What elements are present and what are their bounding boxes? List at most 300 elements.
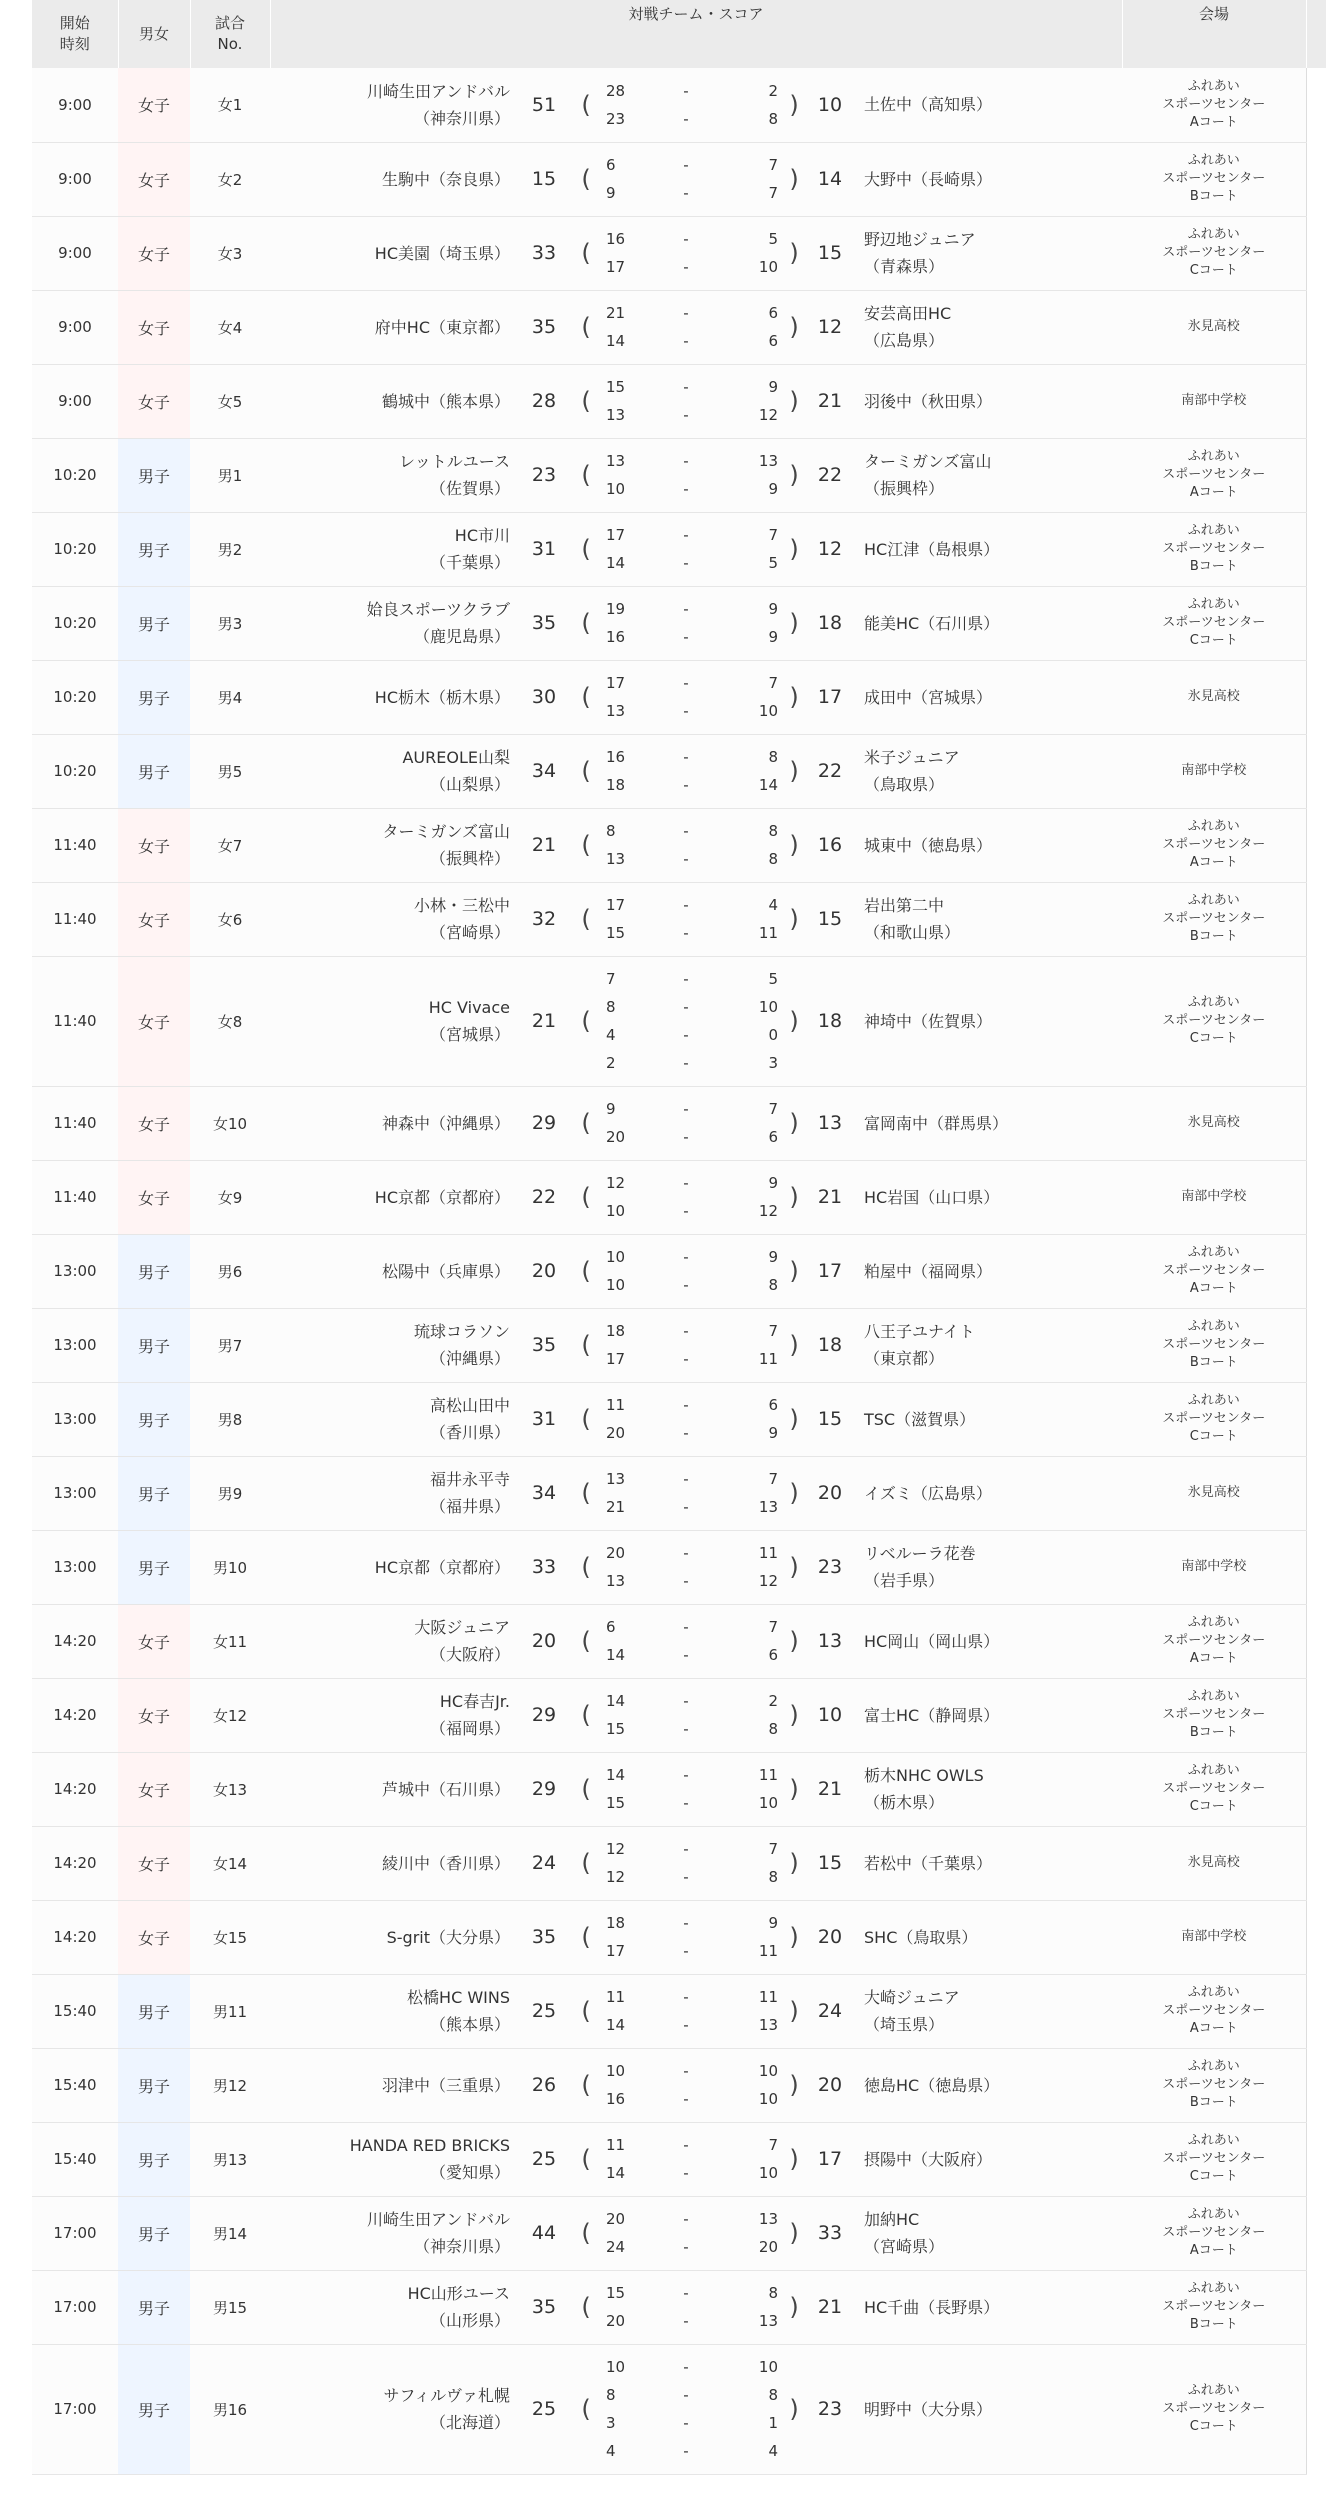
home-set-score: 7 <box>606 970 616 988</box>
home-team-line: 神森中（沖縄県） <box>381 1113 510 1133</box>
venue-cell <box>1122 1234 1306 1308</box>
home-set-score: 16 <box>606 628 626 646</box>
away-set-score: 9 <box>768 1914 778 1932</box>
home-team-line: 高松山田中 <box>429 1396 510 1415</box>
away-team <box>850 808 1122 882</box>
away-set-scores <box>714 2270 778 2344</box>
home-team <box>270 1604 522 1678</box>
away-set-score: 6 <box>768 1396 778 1414</box>
away-set-score: 7 <box>768 1322 778 1340</box>
set-dash: - <box>683 2386 689 2404</box>
venue-line: 氷見高校 <box>1187 1855 1240 1870</box>
home-total-score: 26 <box>522 2048 566 2122</box>
away-set-score: 1 <box>768 2414 778 2432</box>
home-team-line: （神奈川県） <box>413 108 510 128</box>
left-paren: ( <box>566 1308 606 1382</box>
left-paren: ( <box>566 142 606 216</box>
venue-line: Cコート <box>1189 1799 1238 1814</box>
left-paren: ( <box>566 1382 606 1456</box>
venue-line: 氷見高校 <box>1187 689 1240 704</box>
venue-cell <box>1122 1974 1306 2048</box>
away-team-line: 羽後中（秋田県） <box>864 391 993 411</box>
home-set-score: 11 <box>606 2136 626 2154</box>
set-dashes <box>658 1530 714 1604</box>
table-row <box>32 364 1326 438</box>
set-dash: - <box>683 1988 689 2006</box>
home-set-scores <box>606 1530 658 1604</box>
home-team-line: HC Vivace <box>428 998 510 1017</box>
home-set-scores <box>606 660 658 734</box>
home-set-scores <box>606 1974 658 2048</box>
right-paren: ) <box>778 68 810 142</box>
away-total-score: 12 <box>810 512 850 586</box>
venue-line: ふれあい <box>1187 2383 1240 2398</box>
home-set-score: 6 <box>606 1618 616 1636</box>
right-paren: ) <box>778 2344 810 2474</box>
left-paren: ( <box>566 882 606 956</box>
home-set-scores <box>606 1234 658 1308</box>
home-set-score: 3 <box>606 2414 616 2432</box>
away-team-line: TSC（滋賀県） <box>864 1409 976 1429</box>
start-time: 13:00 <box>32 1308 118 1382</box>
left-paren: ( <box>566 1086 606 1160</box>
match-number: 女9 <box>190 1160 270 1234</box>
start-time: 13:00 <box>32 1530 118 1604</box>
away-set-score: 10 <box>758 2090 778 2108</box>
away-set-score: 13 <box>758 452 778 470</box>
venue-cell <box>1122 2122 1306 2196</box>
header-teams-score <box>270 0 1122 68</box>
set-dashes <box>658 2270 714 2344</box>
right-paren: ) <box>778 290 810 364</box>
venue-line: スポーツセンター <box>1162 615 1266 630</box>
venue-line: ふれあい <box>1187 153 1240 168</box>
away-set-scores <box>714 808 778 882</box>
gender-cell: 女子 <box>118 68 190 142</box>
away-set-scores <box>714 1234 778 1308</box>
home-team-line: （福岡県） <box>429 1719 510 1738</box>
home-total-score: 35 <box>522 586 566 660</box>
away-team-line: （宮崎県） <box>864 2237 945 2256</box>
right-paren: ) <box>778 2196 810 2270</box>
right-paren: ) <box>778 1678 810 1752</box>
venue-line: スポーツセンター <box>1162 2003 1266 2018</box>
set-dash: - <box>683 81 689 100</box>
home-set-scores <box>606 956 658 1086</box>
away-team <box>850 1086 1122 1160</box>
set-dashes <box>658 1234 714 1308</box>
start-time: 9:00 <box>32 364 118 438</box>
away-team <box>850 2196 1122 2270</box>
home-set-score: 10 <box>606 1248 626 1266</box>
venue-line: ふれあい <box>1187 1985 1240 2000</box>
home-set-scores <box>606 1308 658 1382</box>
home-team <box>270 1234 522 1308</box>
venue-line: ふれあい <box>1187 449 1240 464</box>
set-dashes <box>658 1086 714 1160</box>
away-team-line: 神埼中（佐賀県） <box>864 1011 993 1031</box>
match-number: 男16 <box>190 2344 270 2474</box>
match-number: 男7 <box>190 1308 270 1382</box>
gender-cell: 男子 <box>118 1974 190 2048</box>
away-team-line: 安芸高田HC <box>864 304 952 323</box>
table-row <box>32 1974 1326 2048</box>
set-dash: - <box>683 1572 689 1590</box>
home-total-score: 30 <box>522 660 566 734</box>
home-team <box>270 660 522 734</box>
away-set-scores <box>714 1826 778 1900</box>
table-row <box>32 1604 1326 1678</box>
home-team-line: （振興枠） <box>429 849 510 868</box>
home-set-score: 15 <box>606 1720 626 1738</box>
right-paren: ) <box>778 1826 810 1900</box>
header-venue <box>1122 0 1306 68</box>
home-set-scores <box>606 438 658 512</box>
venue-line: ふれあい <box>1187 597 1240 612</box>
away-set-score: 10 <box>758 1794 778 1812</box>
gender-cell: 女子 <box>118 1826 190 1900</box>
away-set-scores <box>714 68 778 142</box>
venue-line: スポーツセンター <box>1162 245 1266 260</box>
away-set-scores <box>714 734 778 808</box>
away-team <box>850 956 1122 1086</box>
venue-line: ふれあい <box>1187 1393 1240 1408</box>
away-total-score: 18 <box>810 956 850 1086</box>
left-paren: ( <box>566 364 606 438</box>
away-set-scores <box>714 1530 778 1604</box>
home-team <box>270 290 522 364</box>
venue-cell <box>1122 216 1306 290</box>
away-set-score: 13 <box>758 2016 778 2034</box>
right-paren: ) <box>778 1752 810 1826</box>
venue-line: ふれあい <box>1187 1245 1240 1260</box>
home-total-score: 32 <box>522 882 566 956</box>
venue-line: Bコート <box>1189 1355 1238 1370</box>
set-dashes <box>658 1456 714 1530</box>
away-team-line: HC岡山（岡山県） <box>864 1631 1000 1651</box>
away-set-score: 20 <box>758 2238 778 2256</box>
away-set-score: 9 <box>768 600 778 618</box>
away-total-score: 15 <box>810 1382 850 1456</box>
home-team-line: HC京都（京都府） <box>374 1187 510 1207</box>
set-dashes <box>658 68 714 142</box>
home-team-line: （香川県） <box>429 1423 510 1442</box>
table-header <box>32 0 1326 68</box>
set-dashes <box>658 1678 714 1752</box>
table-row <box>32 512 1326 586</box>
set-dash: - <box>683 1720 689 1738</box>
gender-cell: 男子 <box>118 2270 190 2344</box>
home-team-line: HC美園（埼玉県） <box>374 243 510 263</box>
set-dash: - <box>683 1692 689 1710</box>
start-time: 10:20 <box>32 512 118 586</box>
set-dashes <box>658 882 714 956</box>
away-team-line: 大野中（長崎県） <box>864 169 993 189</box>
home-set-scores <box>606 1086 658 1160</box>
home-team <box>270 438 522 512</box>
match-number: 女8 <box>190 956 270 1086</box>
away-team <box>850 2344 1122 2474</box>
venue-line: Bコート <box>1189 929 1238 944</box>
gender-cell: 女子 <box>118 1900 190 1974</box>
away-set-score: 10 <box>758 2164 778 2182</box>
home-set-scores <box>606 290 658 364</box>
set-dash: - <box>683 2210 689 2228</box>
venue-line: Bコート <box>1189 2095 1238 2110</box>
set-dash: - <box>683 998 689 1016</box>
set-dash: - <box>683 1128 689 1146</box>
gender-cell: 女子 <box>118 1604 190 1678</box>
gender-cell: 男子 <box>118 1382 190 1456</box>
row-edge <box>1306 956 1326 1086</box>
table-row <box>32 290 1326 364</box>
schedule-results-table <box>32 0 1326 2475</box>
home-set-scores <box>606 734 658 808</box>
away-team <box>850 290 1122 364</box>
set-dashes <box>658 660 714 734</box>
set-dash: - <box>683 1248 689 1266</box>
home-team <box>270 586 522 660</box>
venue-cell <box>1122 2344 1306 2474</box>
set-dash: - <box>683 2358 689 2376</box>
row-edge <box>1306 438 1326 512</box>
start-time: 17:00 <box>32 2270 118 2344</box>
home-team <box>270 882 522 956</box>
set-dash: - <box>683 1766 689 1784</box>
home-total-score: 35 <box>522 2270 566 2344</box>
gender-cell: 女子 <box>118 290 190 364</box>
home-team <box>270 1752 522 1826</box>
away-set-scores <box>714 1456 778 1530</box>
start-time: 11:40 <box>32 1160 118 1234</box>
home-team <box>270 1900 522 1974</box>
venue-line: ふれあい <box>1187 1763 1240 1778</box>
start-time: 10:20 <box>32 734 118 808</box>
row-edge <box>1306 1752 1326 1826</box>
start-time: 17:00 <box>32 2196 118 2270</box>
home-team-line: 川崎生田アンドバル <box>366 2210 510 2229</box>
home-set-score: 9 <box>606 184 616 202</box>
home-set-score: 17 <box>606 896 626 914</box>
venue-line: Aコート <box>1189 1651 1238 1666</box>
match-number: 男5 <box>190 734 270 808</box>
away-team <box>850 1752 1122 1826</box>
venue-line: Cコート <box>1189 1031 1238 1046</box>
away-set-score: 10 <box>758 258 778 276</box>
home-set-score: 17 <box>606 1942 626 1960</box>
home-set-scores <box>606 1160 658 1234</box>
home-team-line: HC春吉Jr. <box>439 1692 510 1711</box>
home-team <box>270 1308 522 1382</box>
venue-cell <box>1122 1678 1306 1752</box>
home-set-score: 14 <box>606 2016 626 2034</box>
away-set-score: 0 <box>768 1026 778 1044</box>
home-set-score: 20 <box>606 1128 626 1146</box>
table-row <box>32 1160 1326 1234</box>
left-paren: ( <box>566 1974 606 2048</box>
venue-cell <box>1122 512 1306 586</box>
table-row <box>32 142 1326 216</box>
away-set-scores <box>714 660 778 734</box>
away-set-score: 10 <box>758 2358 778 2376</box>
away-set-score: 8 <box>768 822 778 840</box>
home-set-score: 2 <box>606 1054 616 1072</box>
set-dash: - <box>683 850 689 868</box>
set-dashes <box>658 1826 714 1900</box>
home-set-scores <box>606 2048 658 2122</box>
home-set-score: 13 <box>606 1470 626 1488</box>
away-set-score: 14 <box>758 776 778 794</box>
match-number: 女15 <box>190 1900 270 1974</box>
venue-line: Aコート <box>1189 855 1238 870</box>
start-time: 9:00 <box>32 68 118 142</box>
set-dash: - <box>683 1868 689 1886</box>
row-edge <box>1306 2270 1326 2344</box>
home-total-score: 25 <box>522 2344 566 2474</box>
set-dashes <box>658 512 714 586</box>
set-dash: - <box>683 1544 689 1562</box>
venue-line: 南部中学校 <box>1181 1559 1247 1574</box>
venue-line: スポーツセンター <box>1162 1411 1266 1426</box>
set-dashes <box>658 2048 714 2122</box>
home-total-score: 33 <box>522 216 566 290</box>
venue-cell <box>1122 438 1306 512</box>
home-team-line: 鶴城中（熊本県） <box>381 391 510 411</box>
table-row <box>32 660 1326 734</box>
set-dash: - <box>683 628 689 646</box>
gender-cell: 男子 <box>118 2122 190 2196</box>
away-set-score: 11 <box>758 924 778 942</box>
row-edge <box>1306 216 1326 290</box>
venue-line: スポーツセンター <box>1162 837 1266 852</box>
venue-line: ふれあい <box>1187 78 1240 94</box>
away-set-score: 8 <box>768 850 778 868</box>
away-set-score: 11 <box>758 1350 778 1368</box>
away-team-line: 栃木NHC OWLS <box>864 1766 984 1785</box>
venue-cell <box>1122 290 1306 364</box>
venue-line: Bコート <box>1189 189 1238 204</box>
home-set-score: 13 <box>606 850 626 868</box>
away-set-score: 8 <box>768 1868 778 1886</box>
venue-line: 氷見高校 <box>1187 1485 1240 1500</box>
set-dashes <box>658 808 714 882</box>
start-time: 11:40 <box>32 808 118 882</box>
away-team-line: （鳥取県） <box>864 775 945 794</box>
home-team-line: （千葉県） <box>429 553 510 572</box>
home-set-score: 20 <box>606 2312 626 2330</box>
right-paren: ) <box>778 1974 810 2048</box>
header-match-no-line1: 試合 <box>214 14 245 32</box>
header-match-no-line2: No. <box>217 35 243 53</box>
start-time: 13:00 <box>32 1382 118 1456</box>
row-edge <box>1306 1974 1326 2048</box>
home-team-line: （福井県） <box>429 1497 510 1516</box>
row-edge <box>1306 512 1326 586</box>
home-team <box>270 808 522 882</box>
home-team <box>270 1382 522 1456</box>
home-team <box>270 1456 522 1530</box>
away-total-score: 22 <box>810 438 850 512</box>
away-total-score: 10 <box>810 1678 850 1752</box>
away-team <box>850 1530 1122 1604</box>
away-total-score: 23 <box>810 2344 850 2474</box>
left-paren: ( <box>566 1678 606 1752</box>
table-body <box>32 68 1326 2474</box>
home-team <box>270 1826 522 1900</box>
venue-cell <box>1122 1382 1306 1456</box>
venue-cell <box>1122 1900 1306 1974</box>
header-venue-label: 会場 <box>1199 5 1230 23</box>
home-total-score: 35 <box>522 1308 566 1382</box>
gender-cell: 男子 <box>118 1308 190 1382</box>
away-set-score: 12 <box>758 1572 778 1590</box>
venue-line: スポーツセンター <box>1162 1707 1266 1722</box>
table-row <box>32 1086 1326 1160</box>
home-set-score: 10 <box>606 1276 626 1294</box>
header-start-time-line1: 開始 <box>59 14 90 32</box>
away-total-score: 20 <box>810 1456 850 1530</box>
away-set-scores <box>714 2344 778 2474</box>
set-dash: - <box>683 2284 689 2302</box>
set-dashes <box>658 586 714 660</box>
away-team-line: 明野中（大分県） <box>864 2399 993 2419</box>
venue-cell <box>1122 2270 1306 2344</box>
home-set-score: 10 <box>606 2062 626 2080</box>
home-set-score: 15 <box>606 378 626 396</box>
away-set-scores <box>714 1086 778 1160</box>
home-team-line: ターミガンズ富山 <box>382 822 510 841</box>
venue-cell <box>1122 2196 1306 2270</box>
table-row <box>32 2048 1326 2122</box>
home-team-line: （北海道） <box>429 2413 510 2432</box>
away-set-score: 9 <box>768 480 778 498</box>
home-set-score: 11 <box>606 1988 626 2006</box>
away-team <box>850 1678 1122 1752</box>
match-number: 女14 <box>190 1826 270 1900</box>
home-team-line: （佐賀県） <box>429 479 510 498</box>
gender-cell: 男子 <box>118 2048 190 2122</box>
set-dash: - <box>683 1840 689 1858</box>
home-team-line: 琉球コラソン <box>413 1322 510 1341</box>
home-set-scores <box>606 1382 658 1456</box>
home-set-score: 10 <box>606 2358 626 2376</box>
venue-line: Cコート <box>1189 2419 1238 2434</box>
set-dash: - <box>683 2442 689 2460</box>
gender-cell: 女子 <box>118 142 190 216</box>
home-total-score: 35 <box>522 1900 566 1974</box>
venue-cell <box>1122 1752 1306 1826</box>
venue-line: ふれあい <box>1187 2281 1240 2296</box>
gender-cell: 男子 <box>118 1456 190 1530</box>
home-set-score: 19 <box>606 600 626 618</box>
away-team <box>850 1382 1122 1456</box>
set-dashes <box>658 2344 714 2474</box>
away-set-score: 7 <box>768 674 778 692</box>
away-set-score: 5 <box>768 230 778 248</box>
home-team-line: S-grit（大分県） <box>386 1927 510 1947</box>
gender-cell: 女子 <box>118 1752 190 1826</box>
venue-line: スポーツセンター <box>1162 2151 1266 2166</box>
set-dash: - <box>683 896 689 914</box>
venue-line: Aコート <box>1189 114 1238 130</box>
right-paren: ) <box>778 1530 810 1604</box>
home-team-line: HC京都（京都府） <box>374 1557 510 1577</box>
right-paren: ) <box>778 1086 810 1160</box>
away-set-scores <box>714 364 778 438</box>
home-set-scores <box>606 586 658 660</box>
away-team-line: 土佐中（高知県） <box>864 95 993 115</box>
header-row <box>32 0 1326 68</box>
